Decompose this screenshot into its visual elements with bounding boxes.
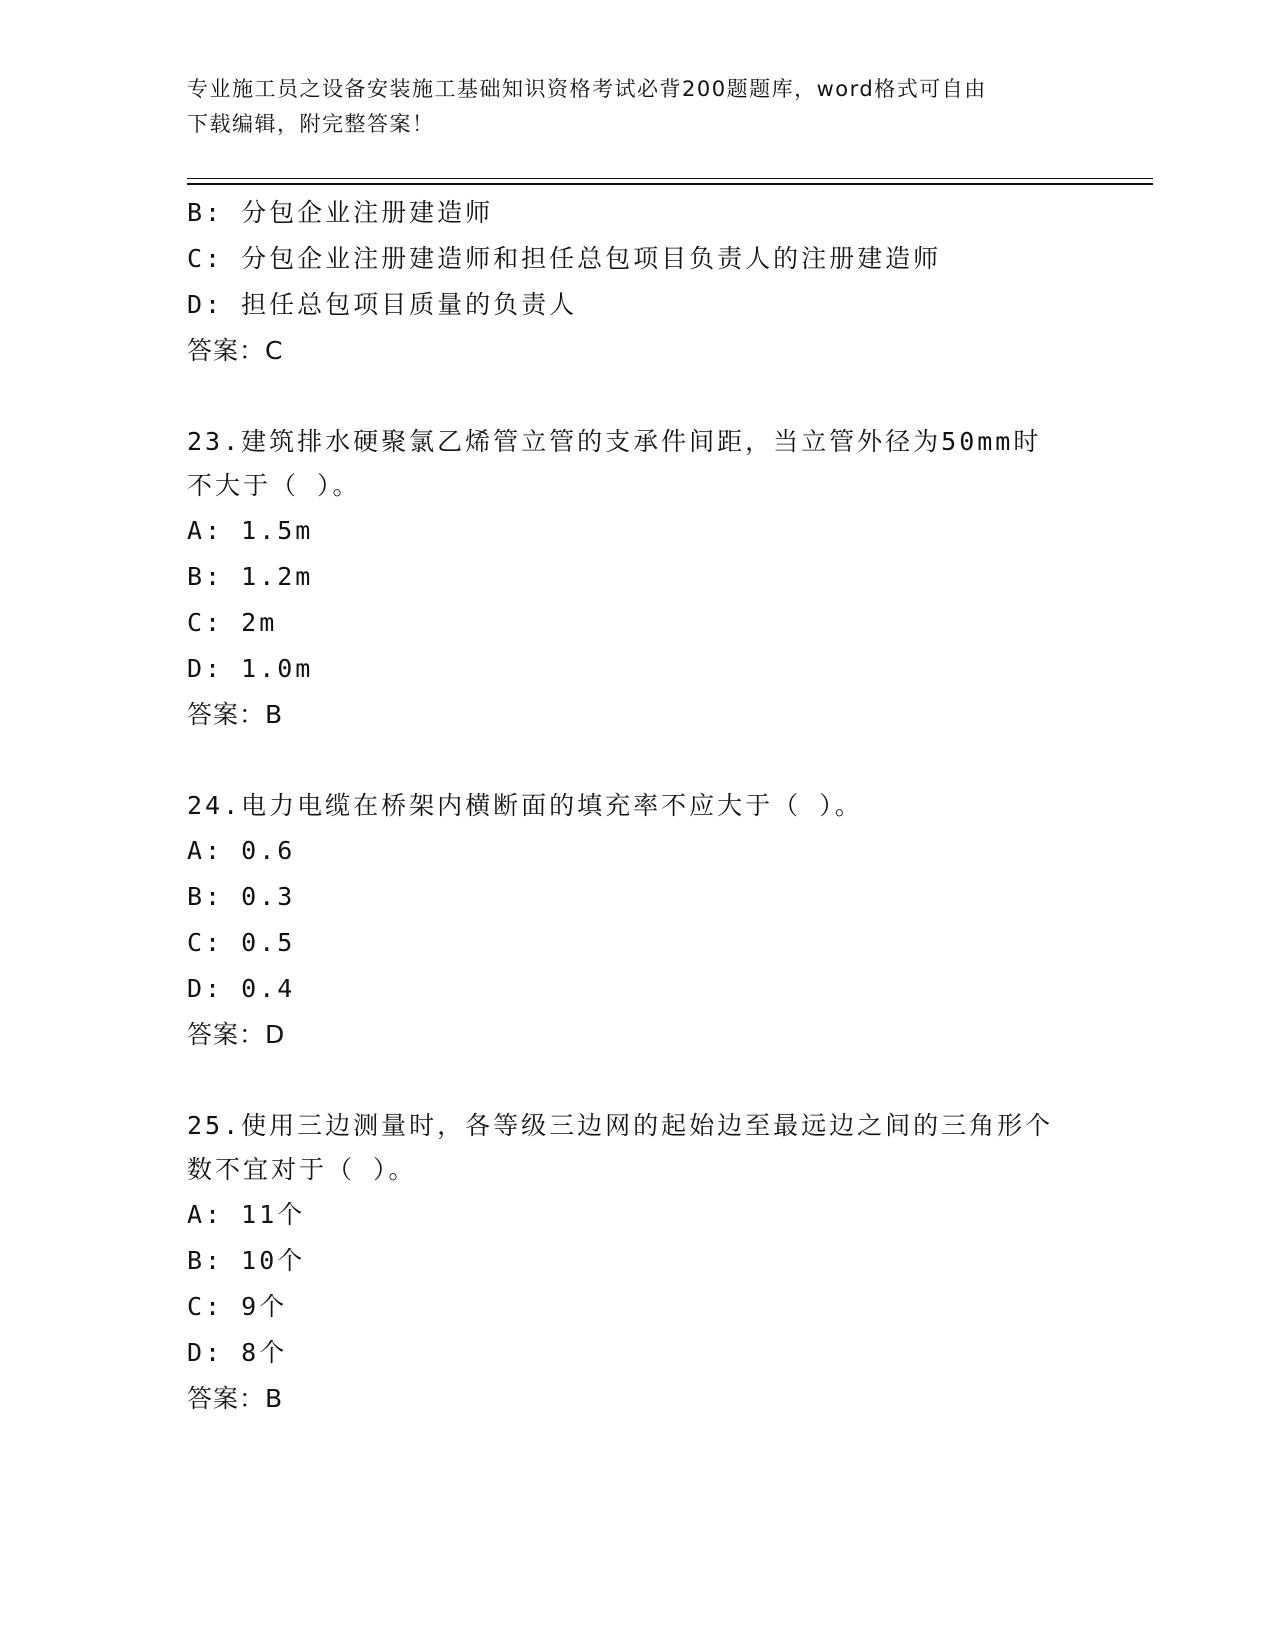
option-c: C: 0.5 — [187, 928, 296, 957]
question-stem-line-1: 23.建筑排水硬聚氯乙烯管立管的支承件间距，当立管外径为50mm时 — [187, 427, 1042, 456]
answer-line: 答案：B — [187, 700, 284, 729]
question-24 — [187, 784, 1087, 1058]
question-25 — [187, 1104, 1087, 1422]
header-divider-thick — [187, 183, 1153, 185]
answer-line: 答案：B — [187, 1384, 284, 1413]
spacer — [187, 740, 1087, 784]
option-b: B: 0.3 — [187, 882, 296, 911]
header-divider-thin — [187, 178, 1153, 179]
option-a: A: 11个 — [187, 1200, 306, 1229]
header-line-1: 专业施工员之设备安装施工基础知识资格考试必背200题题库，word格式可自由 — [187, 77, 987, 101]
question-stem-line-2: 不大于（ ）。 — [187, 471, 361, 500]
header-line-2: 下载编辑，附完整答案！ — [187, 112, 435, 136]
question-23 — [187, 420, 1087, 738]
spacer — [187, 1060, 1087, 1104]
option-a: A: 1.5m — [187, 516, 314, 545]
spacer — [187, 376, 1087, 420]
document-header — [187, 72, 1067, 142]
question-stem-line-2: 数不宜对于（ ）。 — [187, 1155, 417, 1184]
option-b: B: 分包企业注册建造师 — [187, 198, 494, 227]
option-d: D: 1.0m — [187, 654, 314, 683]
question-content — [187, 190, 1087, 1424]
option-a: A: 0.6 — [187, 836, 296, 865]
option-c: C: 2m — [187, 608, 278, 637]
question-stem-line-1: 24.电力电缆在桥架内横断面的填充率不应大于（ ）。 — [187, 791, 863, 820]
option-d: D: 担任总包项目质量的负责人 — [187, 290, 578, 319]
answer-line: 答案：D — [187, 1020, 286, 1049]
option-c: C: 分包企业注册建造师和担任总包项目负责人的注册建造师 — [187, 244, 942, 273]
option-d: D: 0.4 — [187, 974, 296, 1003]
option-c: C: 9个 — [187, 1292, 288, 1321]
option-b: B: 1.2m — [187, 562, 314, 591]
answer-line: 答案：C — [187, 336, 284, 365]
question-fragment — [187, 190, 1087, 374]
question-stem-line-1: 25.使用三边测量时，各等级三边网的起始边至最远边之间的三角形个 — [187, 1111, 1054, 1140]
option-b: B: 10个 — [187, 1246, 306, 1275]
option-d: D: 8个 — [187, 1338, 288, 1367]
